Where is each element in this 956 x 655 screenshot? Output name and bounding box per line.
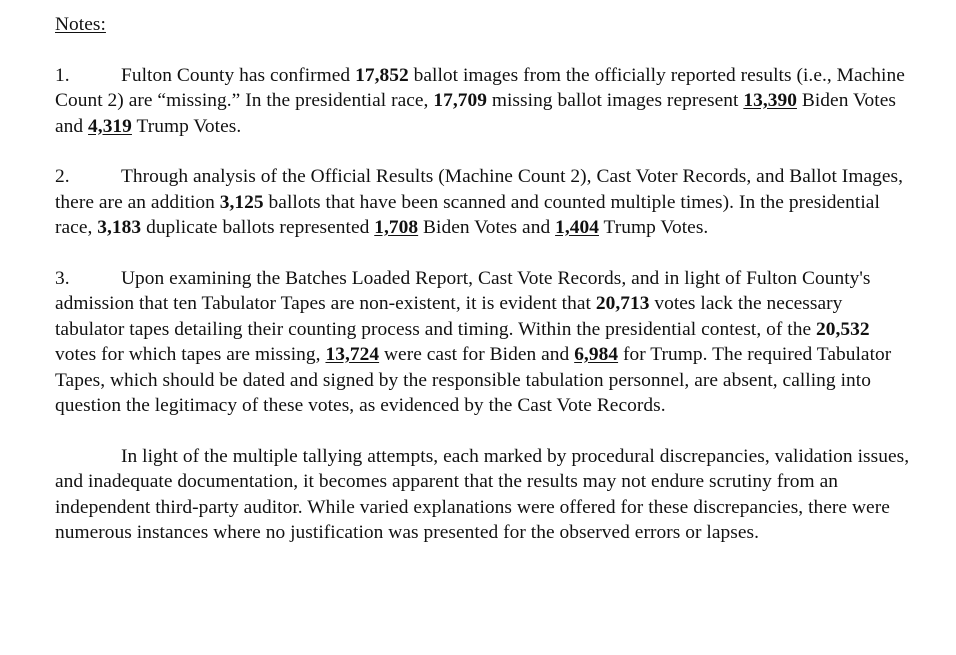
note-3-votes-lacking-tapes: 20,713 [595,293,650,314]
note-paragraph-2 [55,164,915,241]
note-3-text-1: Upon examining the Batches Loaded Report, Cast Vote Records, and in light of Fulton County's admission that ten Tabulator Tapes are non-existent, it is evident that [55,267,871,314]
note-1-text-2: ballot images from the officially reported results (i.e., Machine Count 2) are “missing.” In the presidential race, [55,64,905,111]
note-2-trump-votes: 1,404 [555,217,599,238]
note-2-text-5: Trump Votes. [598,217,709,238]
note-1-presidential-missing: 17,709 [433,90,487,111]
note-1-text-4: Biden Votes and [55,90,896,137]
note-2-text-3: duplicate ballots represented [141,217,375,238]
document-page [55,12,915,571]
note-1-trump-votes: 4,319 [88,115,132,137]
note-1-missing-ballots-total: 17,852 [355,64,409,86]
note-1-biden-votes: 13,390 [743,90,797,111]
note-3-trump-votes: 6,984 [574,344,619,365]
note-2-text-4: Biden Votes and [418,217,556,238]
note-3-text-4: were cast for Biden and [379,344,575,365]
note-1-text-3: missing ballot images represent [486,90,744,111]
note-3-text-2: votes lack the necessary tabulator tapes detailing their counting process and timing. Within the presidential contest, of the [55,293,843,340]
note-number-2: 2. [55,166,70,187]
note-1-text-5: Trump Votes. [131,115,242,137]
note-3-text-5: for Trump. The required Tabulator Tapes, which should be dated and signed by the responsible tabulation personnel, are absent, calling into question the legitimacy of these votes, as evidenced by the Cast Vote Records. [55,344,892,416]
note-2-text-2: ballots that have been scanned and counted multiple times). In the presidential race, [55,191,880,238]
note-2-biden-votes: 1,708 [374,217,419,238]
note-3-text-3: votes for which tapes are missing, [55,344,326,365]
note-number-1: 1. [55,64,70,86]
note-1-text-1: Fulton County has confirmed [121,64,356,86]
notes-heading: Notes: [55,14,106,35]
note-number-3: 3. [55,267,70,289]
note-paragraph-3 [55,266,915,419]
note-3-presidential-missing-tapes: 20,532 [816,318,870,340]
note-2-presidential-duplicates: 3,183 [97,217,142,238]
note-2-duplicate-ballots-total: 3,125 [219,191,264,213]
note-3-biden-votes: 13,724 [325,344,380,365]
conclusion-paragraph: In light of the multiple tallying attempts, each marked by procedural discrepancies, validation issues, and inadequate documentation, it becomes apparent that the results may not endure scrutiny from an independent third-party auditor. While varied explanations were offered for these discrepancies, there were numerous instances where no justification was presented for the observed errors or lapses. [55,445,910,543]
note-paragraph-1 [55,63,915,140]
note-2-text-1: Through analysis of the Official Results (Machine Count 2), Cast Voter Records, and Ballot Images, there are an addition [55,166,903,213]
